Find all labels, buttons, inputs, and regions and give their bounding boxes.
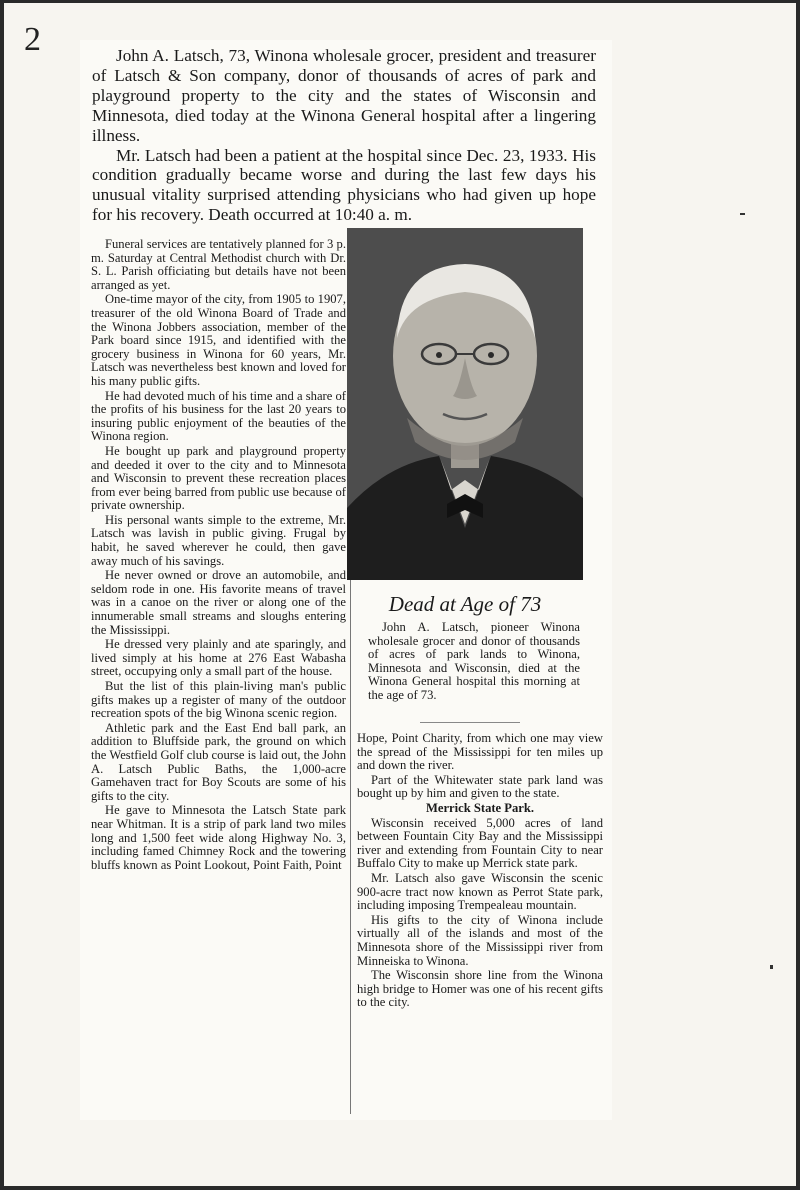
article-paragraph: He had devoted much of his time and a share of the profits of his business for the last 20 years to insuring public enjoyment of the beauties of the Winona region. bbox=[91, 388, 346, 444]
lead-story bbox=[92, 46, 596, 225]
article-paragraph: But the list of this plain-living man's public gifts makes up a register of many of the outdoor recreation spots of the big Winona scenic region. bbox=[91, 679, 346, 721]
subheading: Merrick State Park. bbox=[425, 800, 535, 815]
article-paragraph: He never owned or drove an automobile, and seldom rode in one. His favorite means of travel was in a canoe on the river or along one of the innumerable small streams and sloughs entering the Mississippi. bbox=[91, 568, 346, 637]
article-paragraph: Athletic park and the East End ball park, an addition to Bluffside park, the ground on which the Westfield Golf club course is laid out, the John A. Latsch Public Baths, the 1,000-acre Gamehaven tract for Boy Scouts are some of his gifts to the city. bbox=[91, 720, 346, 803]
article-paragraph: The Wisconsin shore line from the Winona high bridge to Homer was one of his recent gifts to the city. bbox=[357, 968, 603, 1010]
left-column bbox=[91, 238, 346, 873]
article-paragraph: Mr. Latsch also gave Wisconsin the scenic 900-acre tract now known as Perrot State park, including imposing Trempealeau mountain. bbox=[357, 870, 603, 913]
portrait-illustration bbox=[347, 228, 583, 580]
lead-paragraph: John A. Latsch, 73, Winona wholesale grocer, president and treasurer of Latsch & Son company, donor of thousands of acres of park and playground property to the city and the states of Wisconsin and Minnesota, died today at the Winona General hospital after a lingering illness. bbox=[92, 46, 596, 145]
photo-caption-text: John A. Latsch, pioneer Winona wholesale grocer and donor of thousands of acres of park lands to Winona, Minnesota and Wisconsin, died at the Winona General hospital this morning at the age of 73. bbox=[368, 620, 580, 702]
article-paragraph: Wisconsin received 5,000 acres of land between Fountain City Bay and the Mississippi river and extending from Fountain City to near Buffalo City to make up Merrick state park. bbox=[357, 815, 603, 871]
photo-caption-title: Dead at Age of 73 bbox=[388, 592, 542, 616]
article-paragraph: Part of the Whitewater state park land was bought up by him and given to the state. bbox=[357, 772, 603, 801]
article-paragraph: He gave to Minnesota the Latsch State park near Whitman. It is a strip of park land two miles long and 1,500 feet wide along Highway No. 3, including famed Chimney Rock and the towering bluffs known as Point Lookout, Point Faith, Point bbox=[91, 803, 346, 872]
article-paragraph: He dressed very plainly and ate sparingly, and lived simply at his home at 276 East Wabasha street, occupying only a small part of the house. bbox=[91, 637, 346, 679]
scan-speck bbox=[740, 213, 745, 215]
lead-paragraph: Mr. Latsch had been a patient at the hospital since Dec. 23, 1933. His condition gradually became worse and during the last few days his unusual vitality surprised attending physicians who had given up hope for his recovery. Death occurred at 10:40 a. m. bbox=[92, 145, 596, 225]
article-paragraph: He bought up park and playground property and deeded it over to the city and to Minnesota and Wisconsin to prevent these recreation places from ever being barred from public use because of private ownership. bbox=[91, 443, 346, 513]
portrait-photo bbox=[347, 228, 583, 580]
right-column bbox=[357, 732, 603, 1011]
article-paragraph: Funeral services are tentatively planned for 3 p. m. Saturday at Central Methodist church with Dr. S. L. Parish officiating but details have not been arranged as yet. bbox=[91, 237, 346, 292]
article-paragraph: His personal wants simple to the extreme, Mr. Latsch was lavish in public giving. Frugal by habit, he saved wherever he could, then gave away much of his savings. bbox=[91, 512, 346, 568]
caption-divider bbox=[420, 722, 520, 723]
article-paragraph: Hope, Point Charity, from which one may view the spread of the Mississippi for ten miles up and down the river. bbox=[357, 731, 603, 773]
article-paragraph: One-time mayor of the city, from 1905 to 1907, treasurer of the old Winona Board of Trade and the Winona Jobbers association, member of the Park board since 1915, and identified with the grocery business in Winona for 60 years, Mr. Latsch was nevertheless best known and loved for his many public gifts. bbox=[91, 292, 346, 388]
page-number-marker: 2 bbox=[24, 21, 41, 58]
scan-speck bbox=[770, 965, 773, 969]
article-paragraph: His gifts to the city of Winona include virtually all of the islands and most of the Minnesota shore of the Mississippi river from Minneiska to Winona. bbox=[357, 912, 603, 968]
